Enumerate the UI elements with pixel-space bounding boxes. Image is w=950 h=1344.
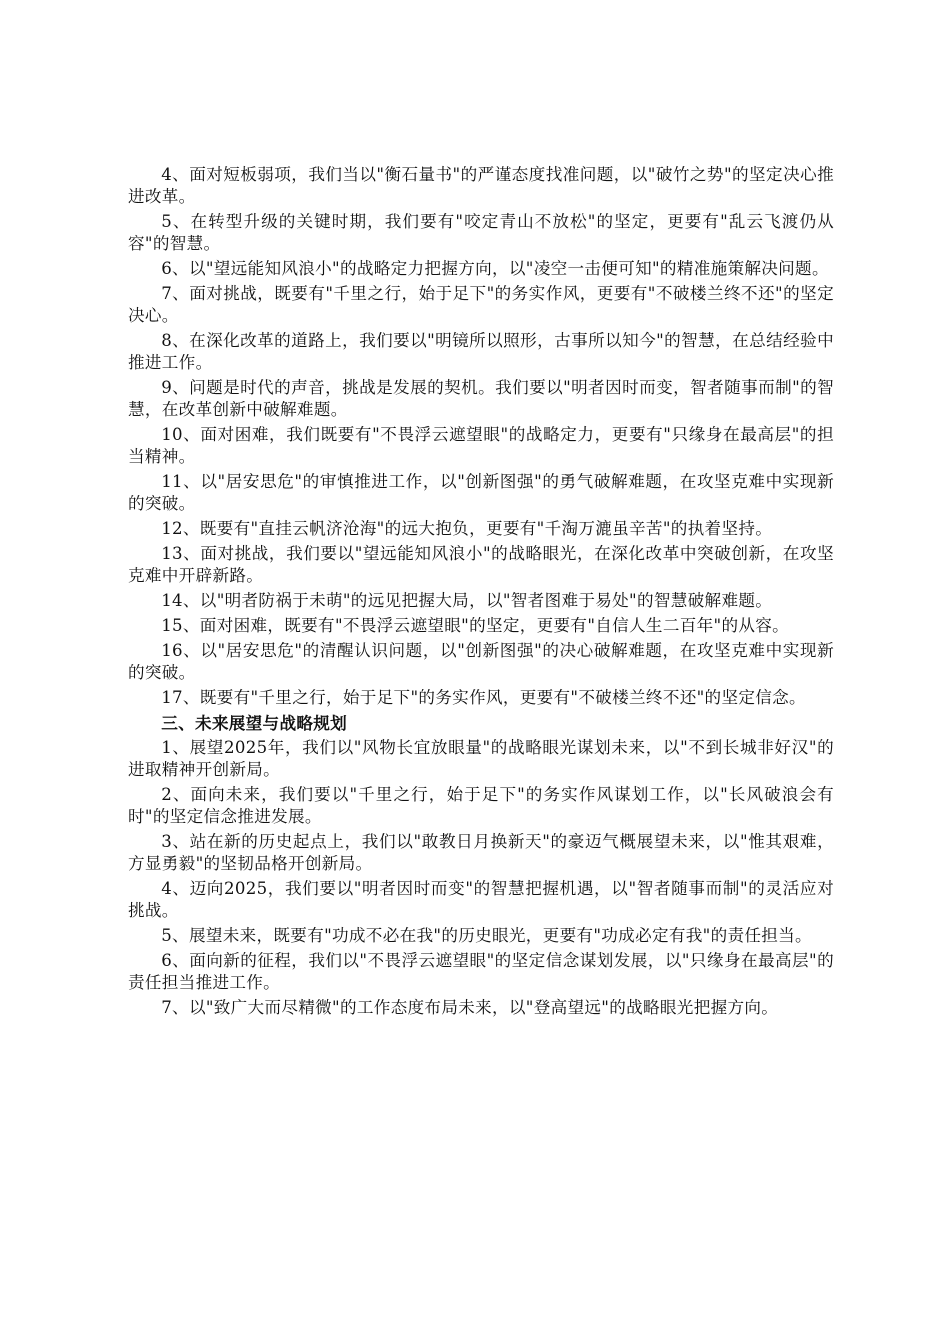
outlook-item-3: 3、站在新的历史起点上，我们以"敢教日月换新天"的豪迈气概展望未来，以"惟其艰难，方显勇毅"的坚韧品格开创新局。 [128, 832, 834, 873]
outlook-item-7: 7、以"致广大而尽精微"的工作态度布局未来，以"登高望远"的战略眼光把握方向。 [161, 998, 779, 1017]
outlook-item-5: 5、展望未来，既要有"功成不必在我"的历史眼光，更要有"功成必定有我"的责任担当。 [161, 926, 812, 945]
paragraph-item-8: 8、在深化改革的道路上，我们要以"明镜所以照形，古事所以知今"的智慧，在总结经验中推进工作。 [128, 331, 834, 372]
paragraph-item-4: 4、面对短板弱项，我们当以"衡石量书"的严谨态度找准问题，以"破竹之势"的坚定决心推进改革。 [128, 165, 834, 206]
paragraph-item-9: 9、问题是时代的声音，挑战是发展的契机。我们要以"明者因时而变，智者随事而制"的智慧，在改革创新中破解难题。 [128, 378, 834, 419]
paragraph-item-15: 15、面对困难，既要有"不畏浮云遮望眼"的坚定，更要有"自信人生二百年"的从容。 [161, 616, 790, 635]
paragraph-item-17: 17、既要有"千里之行，始于足下"的务实作风，更要有"不破楼兰终不还"的坚定信念。 [161, 688, 806, 707]
outlook-item-2: 2、面向未来，我们要以"千里之行，始于足下"的务实作风谋划工作，以"长风破浪会有时"的坚定信念推进发展。 [128, 785, 834, 826]
section-heading: 三、未来展望与战略规划 [161, 713, 348, 733]
paragraph-item-6: 6、以"望远能知风浪小"的战略定力把握方向，以"凌空一击便可知"的精准施策解决问题。 [161, 259, 829, 278]
outlook-item-6: 6、面向新的征程，我们以"不畏浮云遮望眼"的坚定信念谋划发展，以"只缘身在最高层"的责任担当推进工作。 [128, 951, 834, 992]
paragraph-item-12: 12、既要有"直挂云帆济沧海"的远大抱负，更要有"千淘万漉虽辛苦"的执着坚持。 [161, 519, 773, 538]
paragraph-item-10: 10、面对困难，我们既要有"不畏浮云遮望眼"的战略定力，更要有"只缘身在最高层"的担当精神。 [128, 425, 834, 466]
paragraph-item-11: 11、以"居安思危"的审慎推进工作，以"创新图强"的勇气破解难题，在攻坚克难中实现新的突破。 [128, 472, 834, 513]
paragraph-item-5: 5、在转型升级的关键时期，我们要有"咬定青山不放松"的坚定，更要有"乱云飞渡仍从容"的智慧。 [128, 212, 834, 253]
paragraph-item-14: 14、以"明者防祸于未萌"的远见把握大局，以"智者图难于易处"的智慧破解难题。 [161, 591, 773, 610]
paragraph-item-13: 13、面对挑战，我们要以"望远能知风浪小"的战略眼光，在深化改革中突破创新，在攻坚克难中开辟新路。 [128, 544, 834, 585]
outlook-item-1: 1、展望2025年，我们以"风物长宜放眼量"的战略眼光谋划未来，以"不到长城非好汉"的进取精神开创新局。 [128, 738, 834, 779]
outlook-item-4: 4、迈向2025，我们要以"明者因时而变"的智慧把握机遇，以"智者随事而制"的灵活应对挑战。 [128, 879, 834, 920]
paragraph-item-7: 7、面对挑战，既要有"千里之行，始于足下"的务实作风，更要有"不破楼兰终不还"的坚定决心。 [128, 284, 834, 325]
document-page [128, 164, 834, 1022]
paragraph-item-16: 16、以"居安思危"的清醒认识问题，以"创新图强"的决心破解难题，在攻坚克难中实现新的突破。 [128, 641, 834, 682]
